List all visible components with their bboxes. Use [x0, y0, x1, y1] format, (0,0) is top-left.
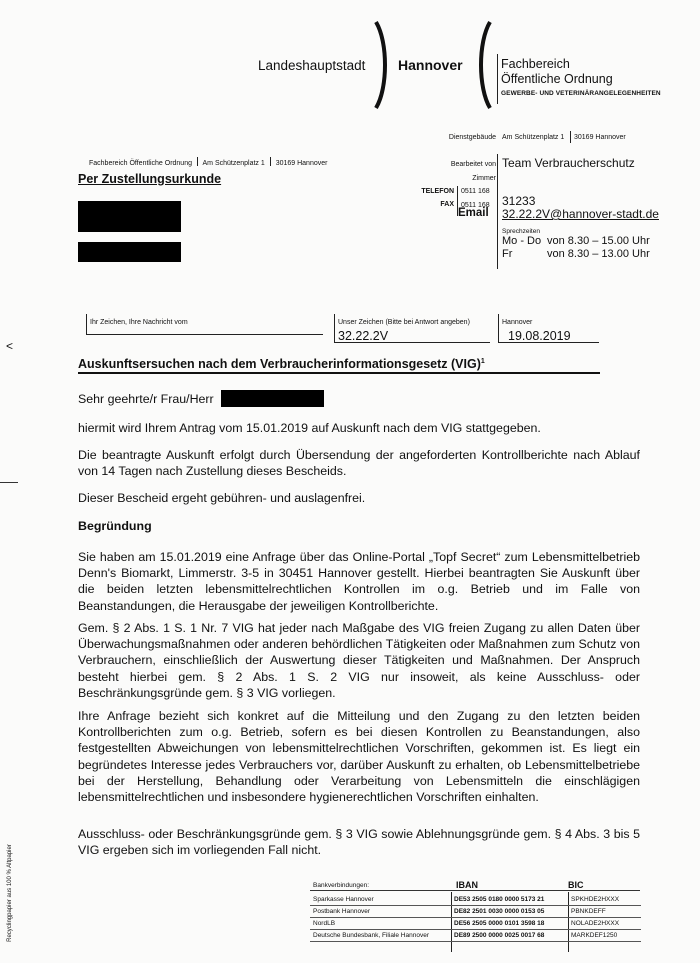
bank-name: Deutsche Bundesbank, Filiale Hannover	[310, 930, 451, 942]
dienstgebaeude-city: 30169 Hannover	[574, 134, 626, 141]
unser-zeichen-label: Unser Zeichen (Bitte bei Antwort angeben)	[338, 319, 470, 326]
subject-rule	[78, 372, 600, 374]
letterhead-bracket-right	[474, 20, 494, 110]
paragraph-fees: Dieser Bescheid ergeht gebühren- und auslagenfrei.	[78, 491, 366, 505]
letterhead-bracket-left	[372, 20, 392, 110]
paragraph-request: Sie haben am 15.01.2019 eine Anfrage über das Online-Portal „Topf Secret“ zum Lebensmittelbetrieb Denn's Biomarkt, Limmerstr. 3-5 in 30451 Hannover gestellt. Hierbei beantragten Sie Auskunft über die beiden letzten lebensmittelrechtlichen Kontrollen im o.g. Betrieb und im Falle von Beanstandungen, die Herausgabe der jeweiligen Kontrollberichte.	[78, 550, 640, 613]
sprechzeiten-label: Sprechzeiten	[502, 228, 540, 235]
bank-iban: DE56 2505 0000 0101 3598 18	[451, 918, 568, 930]
bank-iban: DE89 2500 0000 0025 0017 68	[451, 930, 568, 942]
subject: Auskunftsersuchen nach dem Verbraucherinformationsgesetz (VIG)$^1$	[78, 357, 485, 371]
paragraph-delivery: Die beantragte Auskunft erfolgt durch Übersendung der angeforderten Kontrollberichte nach Ablauf von 14 Tagen nach Zustellung dieses Bescheids.	[78, 448, 640, 479]
bank-bic: SPKHDE2HXXX	[568, 894, 641, 906]
fax-label: FAX	[440, 201, 454, 208]
bank-bic: PBNKDEFF	[568, 906, 641, 918]
subject-footnote-mark: 1	[480, 357, 485, 365]
delivery-method: Per Zustellungsurkunde	[78, 172, 222, 186]
bank-name: Postbank Hannover	[310, 906, 451, 918]
bearbeitet-value: Team Verbraucherschutz	[502, 156, 635, 170]
dept-line-1: Fachbereich	[501, 57, 570, 71]
redacted-recipient-address	[78, 242, 181, 262]
letterhead-name: Hannover	[398, 57, 463, 73]
bank-bic: MARKDEF1250	[568, 930, 641, 942]
paragraph-no-exclusion: Ausschluss- oder Beschränkungsgründe gem. § 3 VIG sowie Ablehnungsgründe gem. § 4 Abs. 3 bis 5 VIG ergeben sich im vorliegenden Fall nicht.	[78, 827, 640, 858]
fax-prefix: 0511 168	[461, 202, 490, 209]
email-label: Email	[458, 207, 489, 219]
telefon-prefix: 0511 168	[461, 188, 490, 195]
place-label: Hannover	[502, 319, 533, 326]
bic-header: BIC	[568, 880, 584, 890]
ihr-zeichen-label: Ihr Zeichen, Ihre Nachricht vom	[90, 319, 188, 326]
dept-line-2: Öffentliche Ordnung	[501, 72, 613, 86]
bank-table	[310, 894, 641, 942]
bank-label: Bankverbindungen:	[313, 882, 370, 889]
hours-day-1: Mo - Do	[502, 235, 542, 247]
bank-row	[310, 906, 641, 918]
paragraph-legal-basis: Gem. § 2 Abs. 1 S. 1 Nr. 7 VIG hat jeder nach Maßgabe des VIG freien Zugang zu allen Daten über Überwachungsmaßnahmen oder anderen behördlichen Tätigkeiten oder Maßnahmen zum Schutz von Verbrauchern, einschließlich der Auswertung dieser Tätigkeiten und Maßnahmen. Der Anspruch besteht hierbei gem. § 2 Abs. 1 S. 2 VIG nur insoweit, als keine Ausschluss- oder Beschränkungsgründe gem. § 3 VIG vorliegen.	[78, 621, 640, 700]
salutation: Sehr geehrte/r Frau/Herr	[78, 392, 214, 406]
bank-row	[310, 918, 641, 930]
iban-header: IBAN	[456, 880, 478, 890]
bank-bic: NOLADE2HXXX	[568, 918, 641, 930]
hours-time-1: von 8.30 – 15.00 Uhr	[547, 235, 650, 247]
zimmer-label: Zimmer	[472, 175, 496, 182]
sender-line: Fachbereich Öffentliche Ordnung Am Schützenplatz 1 30169 Hannover	[89, 157, 327, 167]
redacted-recipient-name	[78, 201, 181, 232]
punch-mark	[0, 482, 18, 483]
dienstgebaeude-label: Dienstgebäude	[448, 134, 496, 141]
bank-name: NordLB	[310, 918, 451, 930]
redacted-recipient-salutation	[221, 390, 324, 407]
hours-day-2: Fr	[502, 248, 513, 260]
bearbeitet-label: Bearbeitet von	[450, 161, 496, 168]
dept-line-3: GEWERBE- UND VETERINÄRANGELEGENHEITEN	[501, 90, 661, 97]
letter-date: 19.08.2019	[508, 329, 571, 343]
dienstgebaeude-street: Am Schützenplatz 1	[502, 134, 565, 141]
letterhead-city: Landeshauptstadt	[258, 58, 366, 73]
bank-name: Sparkasse Hannover	[310, 894, 451, 906]
telefon-suffix: 31233	[502, 194, 536, 208]
recycling-note: Recyclingpapier aus 100 % Altpapier	[7, 844, 13, 942]
hours-time-2: von 8.30 – 13.00 Uhr	[547, 248, 650, 260]
fold-mark: <	[6, 339, 14, 353]
bank-row	[310, 930, 641, 942]
paragraph-interest: Ihre Anfrage bezieht sich konkret auf die Mitteilung und den Zugang zu den letzten beiden Kontrollberichten zum o.g. Betrieb, sofern es bei diesen Kontrollen zu Beanstandungen, also festgestellten Abweichungen von lebensmittelrechtlichen Vorschriften, gekommen ist. Es liegt ein begründetes Interesse jedes Verbrauchers vor, darüber Auskunft zu erhalten, ob Lebensmittelbetriebe bei der Herstellung, Behandlung oder Verarbeitung von Lebensmitteln die einschlägigen lebensmittelrechtlichen und insbesondere hygienerechtlichen Vorschriften einhalten.	[78, 709, 640, 805]
email-value[interactable]: 32.22.2V@hannover-stadt.de	[502, 207, 659, 221]
heading-begruendung: Begründung	[78, 519, 152, 533]
bank-iban: DE53 2505 0180 0000 5173 21	[451, 894, 568, 906]
unser-zeichen-value: 32.22.2V	[338, 329, 389, 343]
bank-row	[310, 894, 641, 906]
paragraph-grant: hiermit wird Ihrem Antrag vom 15.01.2019 auf Auskunft nach dem VIG stattgegeben.	[78, 421, 541, 435]
dept-rule	[497, 54, 498, 104]
bank-iban: DE82 2501 0030 0000 0153 05	[451, 906, 568, 918]
telefon-label: TELEFON	[421, 188, 454, 195]
